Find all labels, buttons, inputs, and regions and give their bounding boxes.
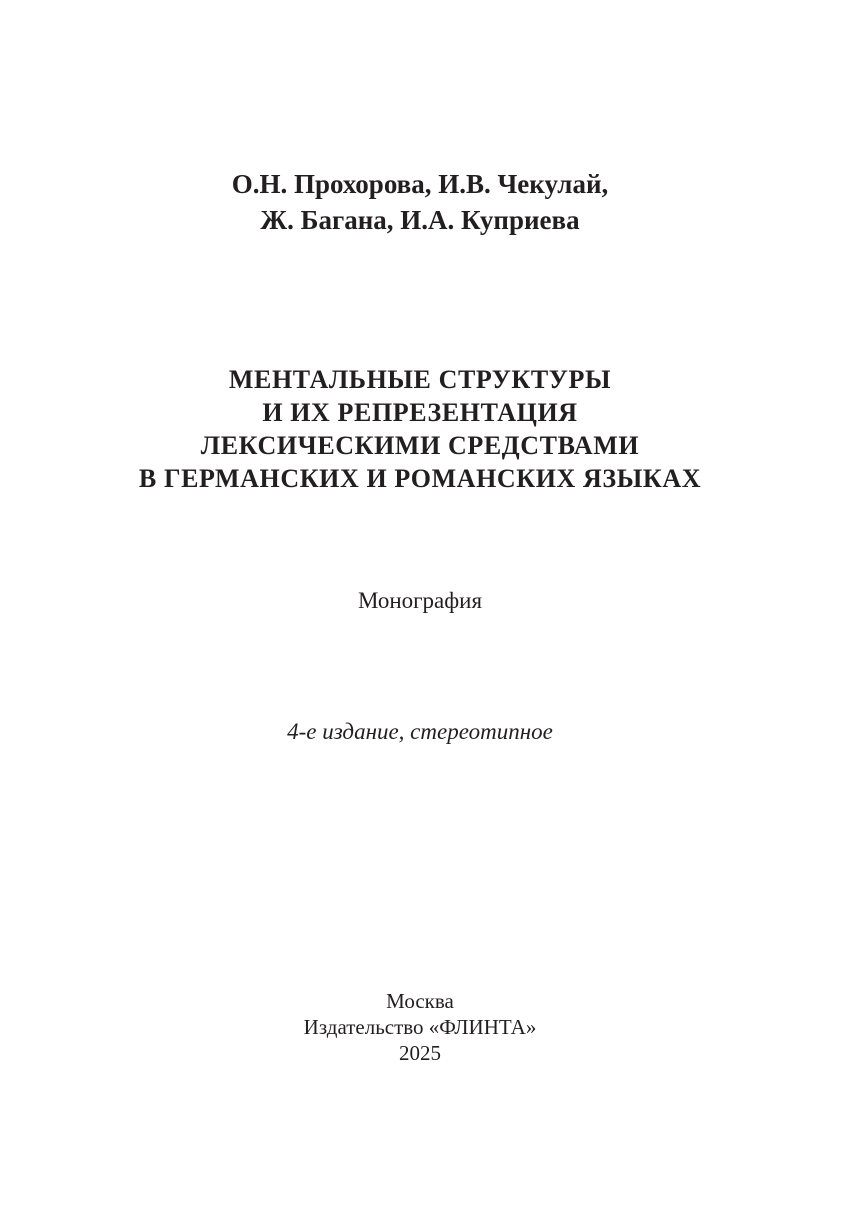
- genre-label: Монография: [357, 588, 483, 613]
- authors-line-2: Ж. Багана, И.А. Куприева: [260, 205, 580, 235]
- imprint-publisher: Издательство «ФЛИНТА»: [303, 1015, 537, 1039]
- title-line-2: И ИХ РЕПРЕЗЕНТАЦИЯ: [262, 398, 578, 427]
- imprint: [0, 988, 840, 1066]
- book-title: [0, 363, 840, 495]
- authors-line-1: О.Н. Прохорова, И.В. Чекулай,: [231, 169, 609, 199]
- edition-label: 4-е издание, стереотипное: [287, 719, 553, 744]
- imprint-city: Москва: [386, 989, 454, 1013]
- imprint-year: 2025: [399, 1041, 441, 1065]
- title-line-1: МЕНТАЛЬНЫЕ СТРУКТУРЫ: [228, 365, 612, 394]
- title-line-3: ЛЕКСИЧЕСКИМИ СРЕДСТВАМИ: [200, 431, 640, 460]
- authors: [0, 166, 840, 238]
- title-line-4: В ГЕРМАНСКИХ И РОМАНСКИХ ЯЗЫКАХ: [138, 464, 702, 493]
